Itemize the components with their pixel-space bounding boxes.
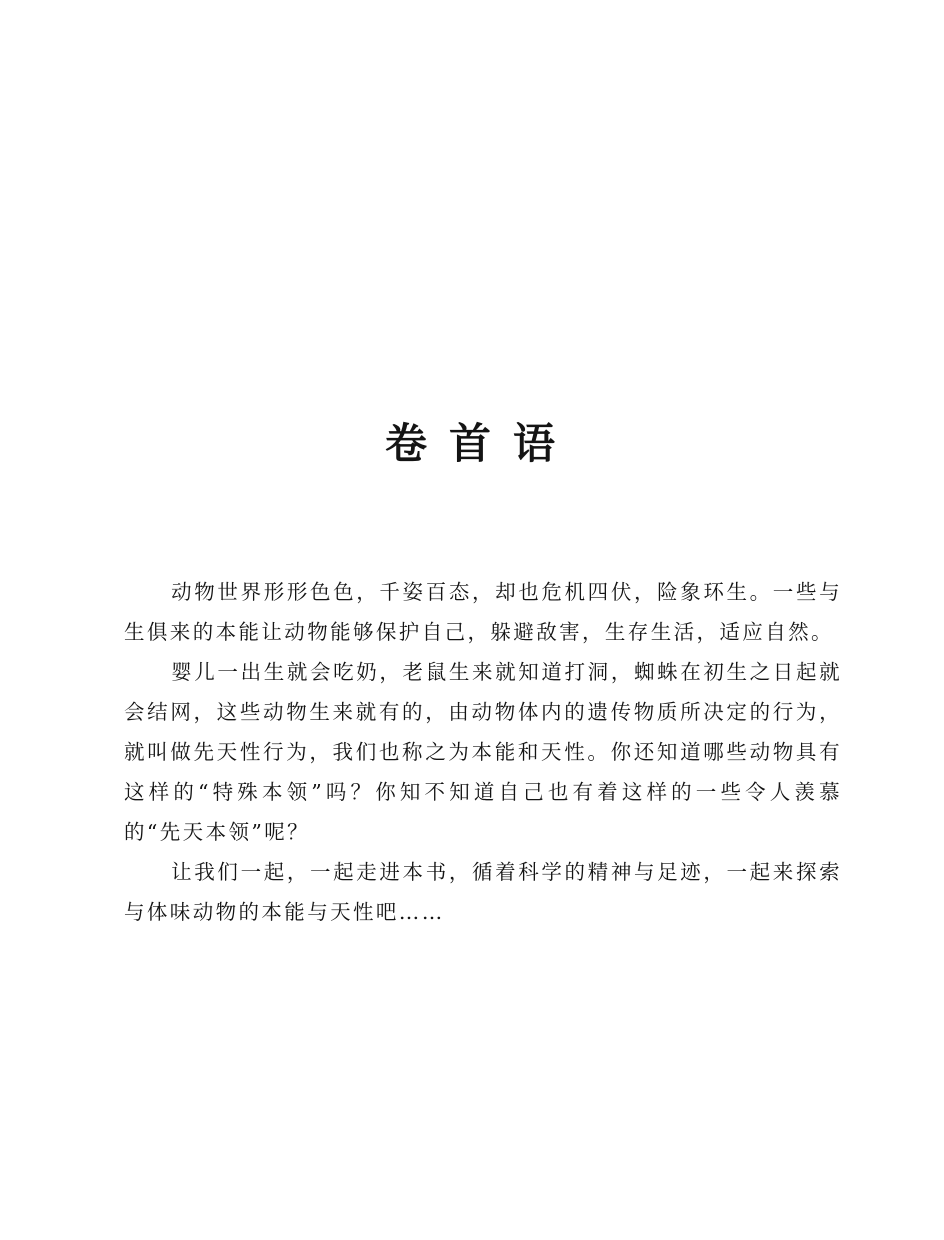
page-title: 卷首语: [384, 419, 577, 469]
paragraph: 动物世界形形色色，千姿百态，却也危机四伏，险象环生。一些与生俱来的本能让动物能够保护自己，躲避敌害，生存生活，适应自然。: [124, 580, 842, 644]
paragraph: 婴儿一出生就会吃奶，老鼠生来就知道打洞，蜘蛛在初生之日起就会结网，这些动物生来就有的，由动物体内的遗传物质所决定的行为，就叫做先天性行为，我们也称之为本能和天性。你还知道哪些动物具有这样的“特殊本领”吗？你知不知道自己也有着这样的一些令人羡慕的“先天本领”呢？: [124, 660, 842, 844]
body-text: [124, 572, 842, 932]
paragraph: 让我们一起，一起走进本书，循着科学的精神与足迹，一起来探索与体味动物的本能与天性吧……: [124, 860, 842, 924]
